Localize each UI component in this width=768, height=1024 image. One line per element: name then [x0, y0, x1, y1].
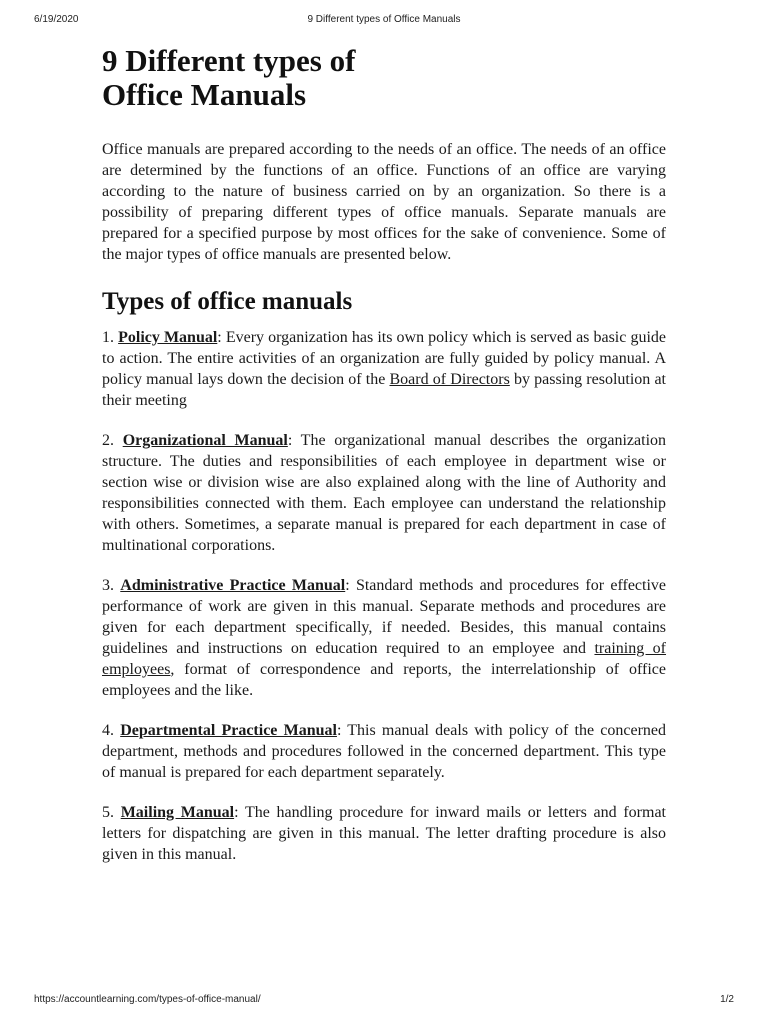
print-date: 6/19/2020: [34, 14, 79, 25]
item-number: 4.: [102, 722, 114, 739]
article: [102, 40, 666, 884]
page-title: [102, 44, 666, 112]
page-number: 1/2: [720, 994, 734, 1005]
policy-manual-link[interactable]: Policy Manual: [118, 329, 218, 346]
intro-paragraph: Office manuals are prepared according to the needs of an office. The needs of an office are determined by the functions of an office. Functions of an office are varying according to the nature of business carried on by an organization. So there is a possibility of preparing different types of office manuals. Separate manuals are prepared for a specified purpose by most offices for the sake of convenience. Some of the major types of office manuals are presented below.: [102, 141, 666, 263]
item-number: 1.: [102, 329, 114, 346]
page-title-line-2: Office Manuals: [102, 77, 307, 112]
item-text-end: by passing resolution at their meeting: [102, 371, 667, 409]
item-text-end: , format of correspondence and reports, the interrelationship of office employees and the like.: [102, 661, 666, 699]
item-number: 2.: [102, 432, 114, 449]
organizational-manual-link[interactable]: Organizational Manual: [122, 432, 288, 449]
board-of-directors-link[interactable]: Board of Directors: [389, 371, 510, 388]
mailing-manual-link[interactable]: Mailing Manual: [120, 804, 235, 821]
list-item-policy-manual: [102, 327, 666, 411]
item-text: : Every organization has its own policy which is served as basic guide to action. The entire activities of an organization are fully guided by policy manual. A policy manual lays down the decision of the: [102, 329, 666, 388]
list-item-organizational-manual: [102, 430, 666, 556]
item-text: : The handling procedure for inward mails or letters and format letters for dispatching are given in this manual. The letter drafting procedure is also given in this manual.: [102, 804, 667, 863]
print-url: https://accountlearning.com/types-of-office-manual/: [34, 994, 261, 1005]
print-footer: [0, 994, 768, 1008]
training-of-employees-link[interactable]: training of employees: [102, 640, 667, 678]
print-title: 9 Different types of Office Manuals: [307, 14, 461, 25]
administrative-practice-manual-link[interactable]: Administrative Practice Manual: [120, 577, 346, 594]
item-text: : Standard methods and procedures for effective performance of work are given in this manual. Separate methods and procedures are given for each department specifically, if needed. Besides, this manual contains guidelines and instructions on education required to an employee and: [102, 577, 667, 657]
departmental-practice-manual-link[interactable]: Departmental Practice Manual: [120, 722, 337, 739]
list-item-administrative-practice-manual: [102, 575, 666, 701]
section-heading: Types of office manuals: [102, 288, 353, 315]
page-title-line-1: 9 Different types of: [102, 43, 356, 78]
list-item-departmental-practice-manual: [102, 720, 666, 783]
item-number: 3.: [102, 577, 114, 594]
item-text: : The organizational manual describes the organization structure. The duties and responsibilities of each employee in department wise or section wise or division wise are also explained along with the line of Authority and responsibilities connected with them. Each employee can understand the relationship with others. Sometimes, a separate manual is prepared for each department in case of multinational corporations.: [102, 432, 667, 554]
item-number: 5.: [102, 804, 114, 821]
list-item-mailing-manual: [102, 802, 666, 865]
item-text: : This manual deals with policy of the concerned department, methods and procedures followed in the concerned department. This type of manual is prepared for each department separately.: [102, 722, 666, 781]
print-header: [0, 14, 768, 28]
